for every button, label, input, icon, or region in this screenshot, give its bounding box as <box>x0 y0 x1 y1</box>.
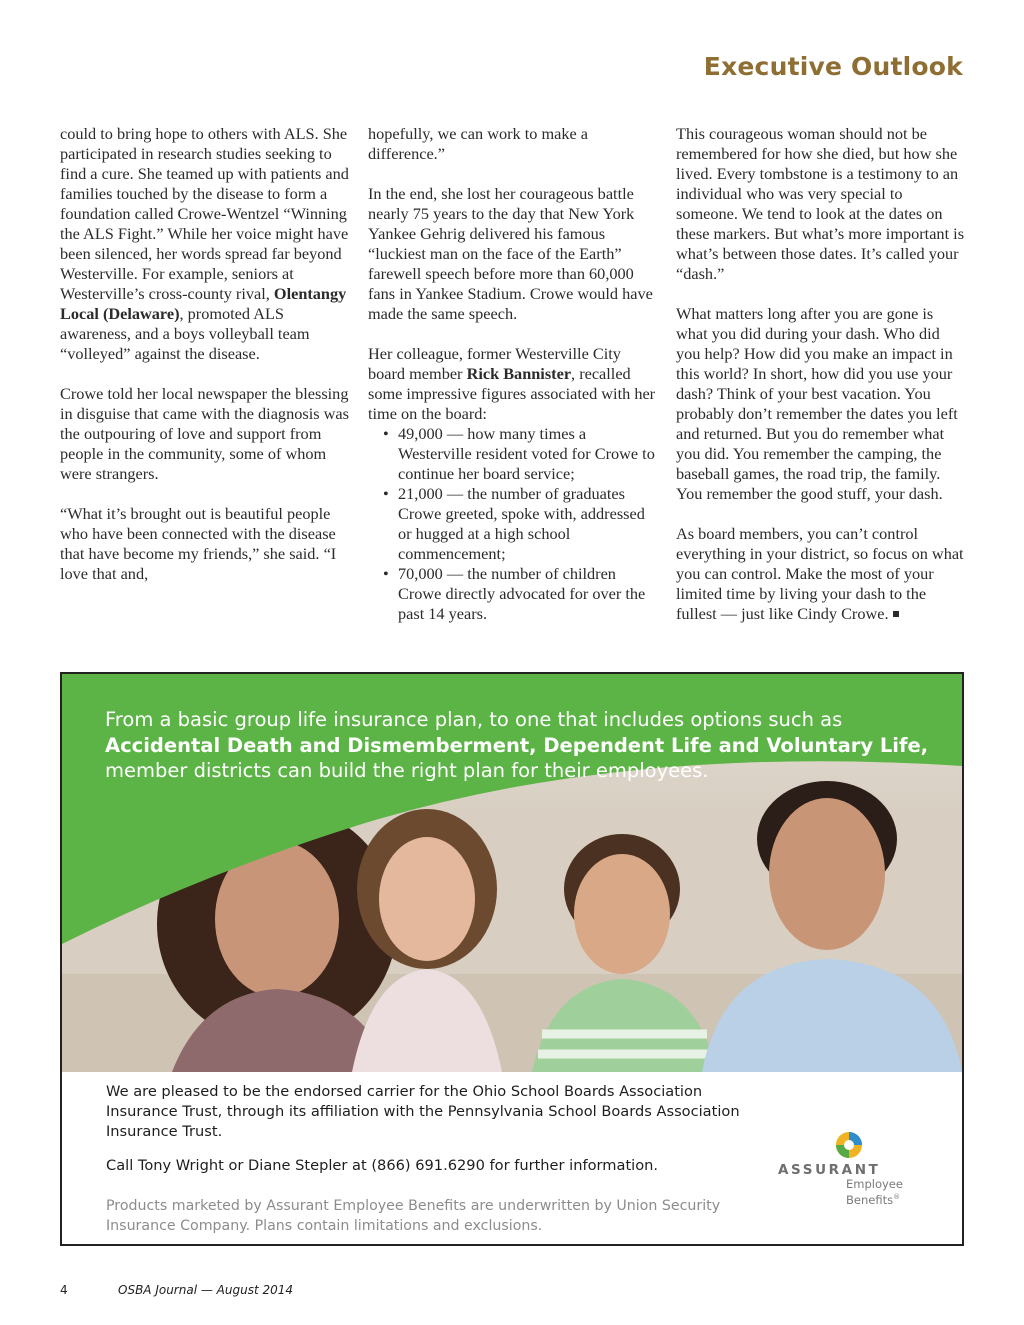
bullet-icon: • <box>383 484 389 503</box>
assurant-logo-icon <box>834 1130 864 1160</box>
article-column-3 <box>676 124 966 644</box>
figures-list <box>368 424 658 624</box>
section-title: Executive Outlook <box>703 52 963 81</box>
article-paragraph: As board members, you can’t control everything in your district, so focus on what you can control. Make the most of your limited time by living your dash to the fullest — just like Cindy Crowe. <box>676 524 964 623</box>
article-paragraph: hopefully, we can work to make a difference.” <box>368 124 589 163</box>
end-of-article-icon <box>893 611 899 617</box>
insurance-advertisement <box>60 672 964 1246</box>
publication-footer: OSBA Journal — August 2014 <box>118 1283 294 1297</box>
assurant-logo-subtitle: Employee Benefits® <box>846 1177 903 1207</box>
bullet-icon: • <box>383 424 389 443</box>
board-member-name: Rick Bannister <box>466 364 572 383</box>
ad-headline: From a basic group life insurance plan, to one that includes options such as Accidental Death and Dismemberment, Dependent Life and Voluntary Life, member districts can build the right plan for their employees. <box>105 708 929 782</box>
article-paragraph: What matters long after you are gone is what you did during your dash. Who did you help? How did you make an impact in this world? In short, how did you use your dash? Think of your best vacation. You probably don’t remember the dates you left and returned. But you do remember what you did. You remember the camping, the baseball games, the road trip, the family. You remember the good stuff, your dash. <box>676 304 958 503</box>
district-name: Olentangy Local (Delaware) <box>60 284 347 323</box>
article-column-2 <box>368 124 658 624</box>
article-paragraph: could to bring hope to others with ALS. She participated in research studies seeking to find a cure. She teamed up with patients and families touched by the disease to form a foundation called Crowe-Wentzel “Winning the ALS Fight.” While her voice might have been silenced, her words spread far beyond Westerville. For example, seniors at Westerville’s cross-county rival, Olentangy Local (Delaware), promoted ALS awareness, and a boys volleyball team “volleyed” against the disease. <box>60 124 349 363</box>
list-item: • 21,000 — the number of graduates Crowe greeted, spoke with, addressed or hugged at a high school commencement; <box>383 484 645 563</box>
ad-fine-print: Products marketed by Assurant Employee Benefits are underwritten by Union Security Insurance Company. Plans contain limitations and exclusions. <box>106 1198 721 1234</box>
list-item: • 49,000 — how many times a Westerville resident voted for Crowe to continue her board service; <box>383 424 655 483</box>
article-paragraph: Her colleague, former Westerville City board member Rick Bannister, recalled some impressive figures associated with her time on the board: <box>368 344 656 423</box>
list-item: • 70,000 — the number of children Crowe directly advocated for over the past 14 years. <box>383 564 646 623</box>
assurant-logo-wordmark: ASSURANT <box>778 1162 881 1178</box>
article-paragraph: In the end, she lost her courageous battle nearly 75 years to the day that New York Yankee Gehrig delivered his famous “luckiest man on the face of the Earth” farewell speech before more than 60,000 fans in Yankee Stadium. Crowe would have made the same speech. <box>368 184 653 323</box>
ad-contact-text: Call Tony Wright or Diane Stepler at (866) 691.6290 for further information. <box>106 1157 659 1174</box>
article-column-1 <box>60 124 352 604</box>
page-number: 4 <box>60 1283 68 1297</box>
article-paragraph: Crowe told her local newspaper the blessing in disguise that came with the diagnosis was the outpouring of love and support from people in the community, some of whom were strangers. <box>60 384 349 483</box>
bullet-icon: • <box>383 564 389 583</box>
ad-body-text: We are pleased to be the endorsed carrier for the Ohio School Boards Association Insurance Trust, through its affiliation with the Pennsylvania School Boards Association Insurance Trust. <box>106 1083 740 1140</box>
article-paragraph: This courageous woman should not be remembered for how she died, but how she lived. Every tombstone is a testimony to an individual who was very special to someone. We tend to look at the dates on these markers. But what’s more important is what’s between those dates. It’s called your “dash.” <box>676 124 965 283</box>
article-paragraph: “What it’s brought out is beautiful people who have been connected with the disease that have become my friends,” she said. “I love that and, <box>60 504 337 583</box>
